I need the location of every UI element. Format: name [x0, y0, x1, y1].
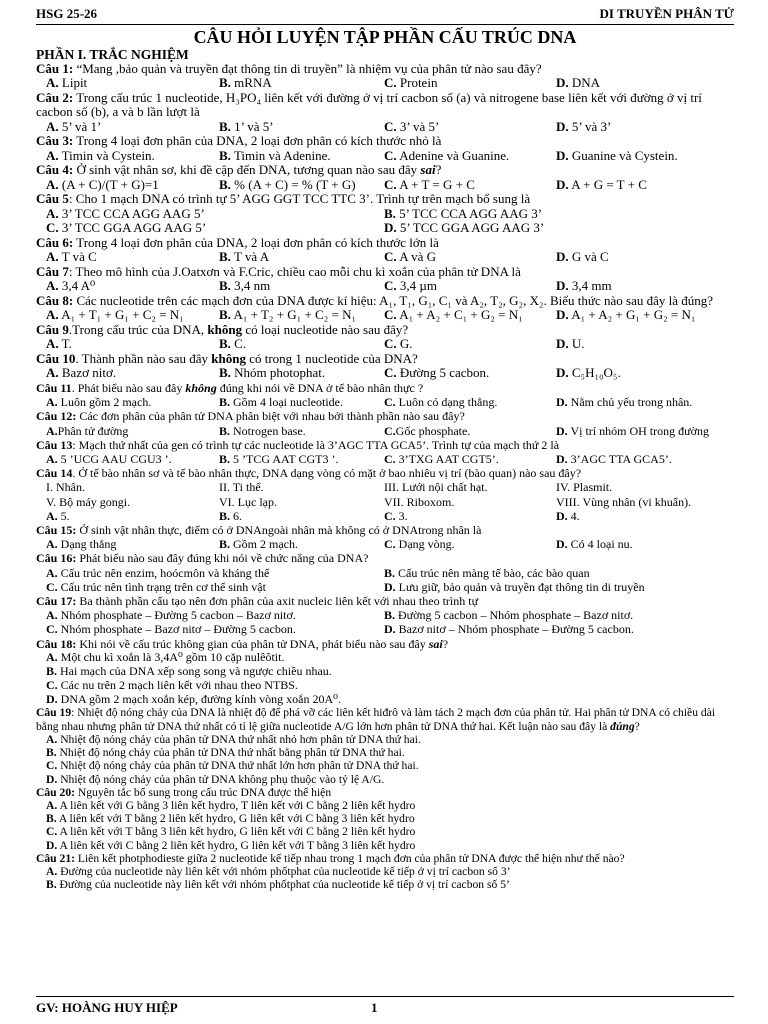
organelle-item: V. Bộ máy gongi.: [46, 494, 131, 509]
organelle-item: IV. Plasmit.: [556, 480, 613, 495]
option-c: C. 3.: [384, 508, 408, 523]
page-title: CÂU HỎI LUYỆN TẬP PHẦN CẤU TRÚC DNA: [193, 27, 577, 47]
option-d: D. 5’ và 3’: [556, 119, 612, 134]
option-d: D. Guanine và Cystein.: [556, 148, 678, 163]
organelle-item: III. Lưới nội chất hạt.: [384, 480, 488, 495]
option-d: D. Nhiệt độ nóng chảy của phân tử DNA không phụ thuộc vào tỷ lệ A/G.: [46, 772, 385, 786]
question-3-options: [36, 149, 734, 164]
question-9-options: [36, 337, 734, 352]
option-b: B. Cấu trúc nên màng tế bào, các bào quan: [384, 565, 590, 580]
option-c: C. 3’ TCC GGA AGG AAG 5’: [46, 221, 207, 236]
option-c: C. Dạng vòng.: [384, 537, 455, 552]
question-5-options: [36, 207, 734, 236]
question-18-options: [36, 651, 734, 707]
question-17-options: [36, 608, 734, 636]
option-a: A. Nhiệt độ nóng chảy của phân tử DNA thứ nhất nhỏ hơn phân tử DNA thứ hai.: [46, 732, 421, 746]
option-a: A. Cấu trúc nên enzim, hoócmôn và kháng thể: [46, 565, 270, 580]
question-16: Câu 16: Phát biểu nào sau đây đúng khi nói về chức năng của DNA?: [36, 551, 369, 566]
option-b: B. Gồm 2 mạch.: [219, 537, 299, 552]
option-b: B. Đường của nucleotide này liên kết với nhóm phốtphat của nucleotide kế tiếp ở vị trí cacbon số 5’: [46, 878, 510, 892]
question-21: Câu 21: Liên kết photphodieste giữa 2 nucleotide kế tiếp nhau trong 1 mạch đơn của phân tử DNA được thể hiện như thế nào?: [36, 851, 625, 865]
section-heading: PHẦN I. TRẮC NGHIỆM: [36, 47, 189, 62]
option-d: D. Có 4 loại nu.: [556, 537, 633, 552]
option-c: C. Cấu trúc nên tình trạng trên cơ thể sinh vật: [46, 579, 266, 594]
teacher-name: GV: HOÀNG HUY HIỆP: [36, 1000, 178, 1015]
option-a: A. A₁ + T₁ + G₁ + C₂ = N₁: [46, 308, 184, 323]
option-a: A. 3’ TCC CCA AGG AAG 5’: [46, 206, 205, 221]
option-b: B. Nhiệt độ nóng chảy của phân tử DNA thứ nhất bằng phân tử DNA thứ hai.: [46, 746, 405, 760]
option-a: A. 5.: [46, 508, 70, 523]
organelle-item: VI. Lục lạp.: [219, 494, 277, 509]
option-b: B. % (A + C) = % (T + G): [219, 177, 356, 192]
option-b: B. Nhóm photophat.: [219, 366, 326, 381]
question-7: Câu 7: Theo mô hình của J.Oatxơn và F.Cric, chiều cao mỗi chu kì xoắn của phân tử DNA là: [36, 264, 521, 279]
question-21-options: [36, 865, 734, 891]
option-c: C.Gốc phosphate.: [384, 423, 471, 438]
option-b: B. 1’ và 5’: [219, 119, 274, 134]
option-a: A. Timin và Cystein.: [46, 148, 155, 163]
question-9: Câu 9.Trong cấu trúc của DNA, không có loại nucleotide nào sau đây?: [36, 322, 409, 337]
question-20-options: [36, 799, 734, 852]
question-20: Câu 20: Nguyên tắc bổ sung trong cấu trúc DNA được thể hiện: [36, 785, 332, 799]
option-a: A. Lipit: [46, 76, 88, 91]
question-12: Câu 12: Các đơn phân của phân tử DNA phân biệt với nhau bởi thành phần nào sau đây?: [36, 409, 465, 424]
page-header: [36, 6, 734, 25]
question-10-options: [36, 366, 734, 381]
organelle-item: I. Nhân.: [46, 480, 85, 495]
question-11-options: [36, 395, 734, 409]
page-footer: [36, 996, 734, 1016]
question-1: Câu 1: “Mang ,bảo quản và truyền đạt thông tin di truyền” là nhiệm vụ của phân tử nào sau đây?: [36, 61, 542, 76]
question-13: Câu 13: Mạch thứ nhất của gen có trình tự các nucleotide là 3’AGC TTA GCA5’. Trình tự của mạch thứ 2 là: [36, 437, 560, 452]
option-b: B. Đường 5 cacbon – Nhóm phosphate – Bazơ nitơ.: [384, 608, 634, 623]
option-a: A. 3,4 A⁰: [46, 279, 96, 294]
option-d: D. 3’AGC TTA GCA5’.: [556, 452, 672, 467]
option-a: A. A liên kết với G bằng 3 liên kết hydro, T liên kết với C bằng 2 liên kết hydro: [46, 798, 416, 812]
document-page: [36, 6, 734, 891]
option-c: C. A và G: [384, 250, 437, 265]
option-c: C. Nhiệt độ nóng chảy của phân tử DNA thứ nhất lớn hơn phân tử DNA thứ hai.: [46, 759, 419, 773]
option-d: D. A₁ + A₂ + G₁ + G₂ = N₁: [556, 308, 696, 323]
option-a: A. Luôn gồm 2 mạch.: [46, 395, 152, 410]
option-c: C. Các nu trên 2 mạch liên kết với nhau theo NTBS.: [46, 678, 298, 692]
question-2: Câu 2: Trong cấu trúc 1 nucleotide, H₃PO₄ liên kết với đường ở vị trí cacbon số (a) và nitrogene base liên kết với đường ở vị trí cacbon số (b), a và b lần lượt là: [36, 90, 702, 120]
option-d: D. 3,4 mm: [556, 279, 612, 294]
header-left: HSG 25-26: [36, 6, 98, 21]
option-d: D. Vị trí nhóm OH trong đường: [556, 423, 709, 438]
option-a: A. Dạng thẳng: [46, 537, 117, 552]
option-c: C. 3,4 µm: [384, 279, 437, 294]
option-b: B. Notrogen base.: [219, 423, 306, 438]
question-14-options: [36, 509, 734, 523]
question-6-options: [36, 250, 734, 265]
question-13-options: [36, 452, 734, 466]
question-5: Câu 5: Cho 1 mạch DNA có trình tự 5’ AGG GGT TCC TTC 3’. Trình tự trên mạch bổ sung là: [36, 191, 531, 207]
option-c: C. G.: [384, 337, 413, 352]
option-a: A. (A + C)/(T + G)=1: [46, 177, 159, 192]
question-17: Câu 17: Ba thành phần cấu tạo nên đơn phân của axit nucleic liên kết với nhau theo trình tự: [36, 594, 479, 609]
question-18: Câu 18: Khi nói về cấu trúc không gian của phân tử DNA, phát biểu nào sau đây sai?: [36, 636, 449, 651]
option-c: C. Nhóm phosphate – Bazơ nitơ – Đường 5 cacbon.: [46, 622, 296, 637]
option-d: D. A liên kết với C bằng 2 liên kết hydro, G liên kết với T bằng 3 liên kết hydro: [46, 838, 416, 852]
question-16-options: [36, 566, 734, 594]
option-a: A. T.: [46, 337, 72, 352]
option-b: B. 3,4 nm: [219, 279, 271, 294]
option-a: A. T và C: [46, 250, 97, 265]
option-b: B. Timin và Adenine.: [219, 148, 331, 163]
question-15-options: [36, 537, 734, 551]
option-b: B. 5 ’TCG AAT CGT3 ’.: [219, 452, 339, 467]
organelle-item: VIII. Vùng nhân (vi khuẩn).: [556, 494, 692, 509]
question-10: Câu 10. Thành phần nào sau đây không có trong 1 nucleotide của DNA?: [36, 351, 418, 366]
option-c: C. Đường 5 cacbon.: [384, 366, 490, 381]
option-c: C. A liên kết với T bằng 3 liên kết hydro, G liên kết với C bằng 2 liên kết hydro: [46, 825, 416, 839]
option-a: A. Đường của nucleotide này liên kết với nhóm phốtphat của nucleotide kế tiếp ở vị trí cacbon số 3’: [46, 864, 511, 878]
question-15: Câu 15: Ở sinh vật nhân thực, điểm có ở DNAngoài nhân mà không có ở DNAtrong nhân là: [36, 523, 482, 538]
question-7-options: [36, 279, 734, 294]
option-b: B. A liên kết với T bằng 2 liên kết hydro, G liên kết với C bằng 3 liên kết hydro: [46, 812, 415, 826]
question-14: Câu 14. Ở tế bào nhân sơ và tế bào nhân thực, DNA dạng vòng có mặt ở bao nhiêu vị trí (bào quan) nào sau đây?: [36, 466, 582, 481]
question-3: Câu 3: Trong 4 loại đơn phân của DNA, 2 loại đơn phân có kích thước nhỏ là: [36, 133, 442, 149]
option-a: A. Nhóm phosphate – Đường 5 cacbon – Bazơ nitơ.: [46, 608, 296, 623]
option-b: B. 5’ TCC CCA AGG AAG 3’: [384, 206, 543, 221]
option-b: B. Gồm 4 loại nucleotide.: [219, 395, 343, 410]
option-d: D. Lưu giữ, bảo quản và truyền đạt thông tin di truyền: [384, 579, 645, 594]
organelle-item: II. Ti thể.: [219, 480, 264, 495]
option-c: C. 3’TXG AAT CGT5’.: [384, 452, 499, 467]
option-d: D. 4.: [556, 508, 580, 523]
option-a: A. Bazơ nitơ.: [46, 366, 117, 381]
option-c: C. Adenine và Guanine.: [384, 148, 510, 163]
question-19-options: [36, 733, 734, 786]
page-number: 1: [371, 1000, 378, 1015]
option-d: D. DNA: [556, 76, 601, 91]
option-a: A. 5’ và 1’: [46, 119, 102, 134]
option-c: C. A + T = G + C: [384, 177, 475, 192]
option-c: C. A₁ + A₂ + C₁ + G₂ = N₁: [384, 308, 523, 323]
option-b: B. Hai mạch của DNA xếp song song và ngược chiều nhau.: [46, 664, 332, 678]
option-d: D. U.: [556, 337, 585, 352]
option-b: B. A₁ + T₂ + G₁ + C₂ = N₁: [219, 308, 356, 323]
option-a: A.Phân tử đường: [46, 423, 129, 438]
question-8-options: [36, 308, 734, 323]
question-2-options: [36, 120, 734, 135]
option-c: C. Protein: [384, 76, 438, 91]
question-4-options: [36, 178, 734, 193]
option-c: C. 3’ và 5’: [384, 119, 440, 134]
question-19: Câu 19: Nhiệt độ nóng chảy của DNA là nhiệt độ để phá vỡ các liên kết hiđrô và làm tách 2 mạch đơn của phân tử. Hai phân tử DNA có chiều dài bằng nhau nhưng phân tử DNA thứ nhất có tỉ lệ giữa nucleotide A/G lớn hơn phân tử DNA thứ hai. Kết luận nào sau đây là đúng?: [36, 706, 716, 733]
option-d: D. G và C: [556, 250, 609, 265]
option-d: D. Bazơ nitơ – Nhóm phosphate – Đường 5 cacbon.: [384, 622, 634, 637]
option-d: D. C₅H₁₀O₅.: [556, 366, 621, 381]
option-d: D. Nằm chủ yếu trong nhân.: [556, 395, 693, 410]
question-1-options: [36, 76, 734, 91]
question-6: Câu 6: Trong 4 loại đơn phân của DNA, 2 loại đơn phân có kích thước lớn là: [36, 235, 439, 250]
question-12-options: [36, 424, 734, 438]
option-b: B. mRNA: [219, 76, 272, 91]
organelle-item: VII. Riboxom.: [384, 494, 455, 509]
option-d: D. DNA gồm 2 mạch xoắn kép, đường kính vòng xoắn 20A⁰.: [46, 692, 341, 706]
question-11: Câu 11. Phát biểu nào sau đây không đúng khi nói về DNA ở tế bào nhân thực ?: [36, 381, 424, 395]
option-b: B. T và A: [219, 250, 270, 265]
question-14-items: [36, 480, 734, 508]
option-a: A. Một chu kì xoắn là 3,4A⁰ gồm 10 cặp nulêôtit.: [46, 650, 285, 664]
question-4: Câu 4: Ở sinh vật nhân sơ, khi đề cập đến DNA, tương quan nào sau đây sai?: [36, 162, 442, 178]
question-8: Câu 8: Các nucleotide trên các mạch đơn của DNA được kí hiệu: A₁, T₁, G₁, C₁ và A₂, T₂, G₂, X₂. Biểu thức nào sau đây là đúng?: [36, 293, 714, 308]
option-a: A. 5 ’UCG AAU CGU3 ’.: [46, 452, 172, 467]
option-c: C. Luôn có dạng thẳng.: [384, 395, 498, 410]
option-d: D. 5’ TCC GGA AGG AAG 3’: [384, 221, 545, 236]
option-d: D. A + G = T + C: [556, 177, 647, 192]
option-b: B. 6.: [219, 508, 243, 523]
header-right: DI TRUYỀN PHÂN TỬ: [599, 6, 734, 21]
option-b: B. C.: [219, 337, 247, 352]
